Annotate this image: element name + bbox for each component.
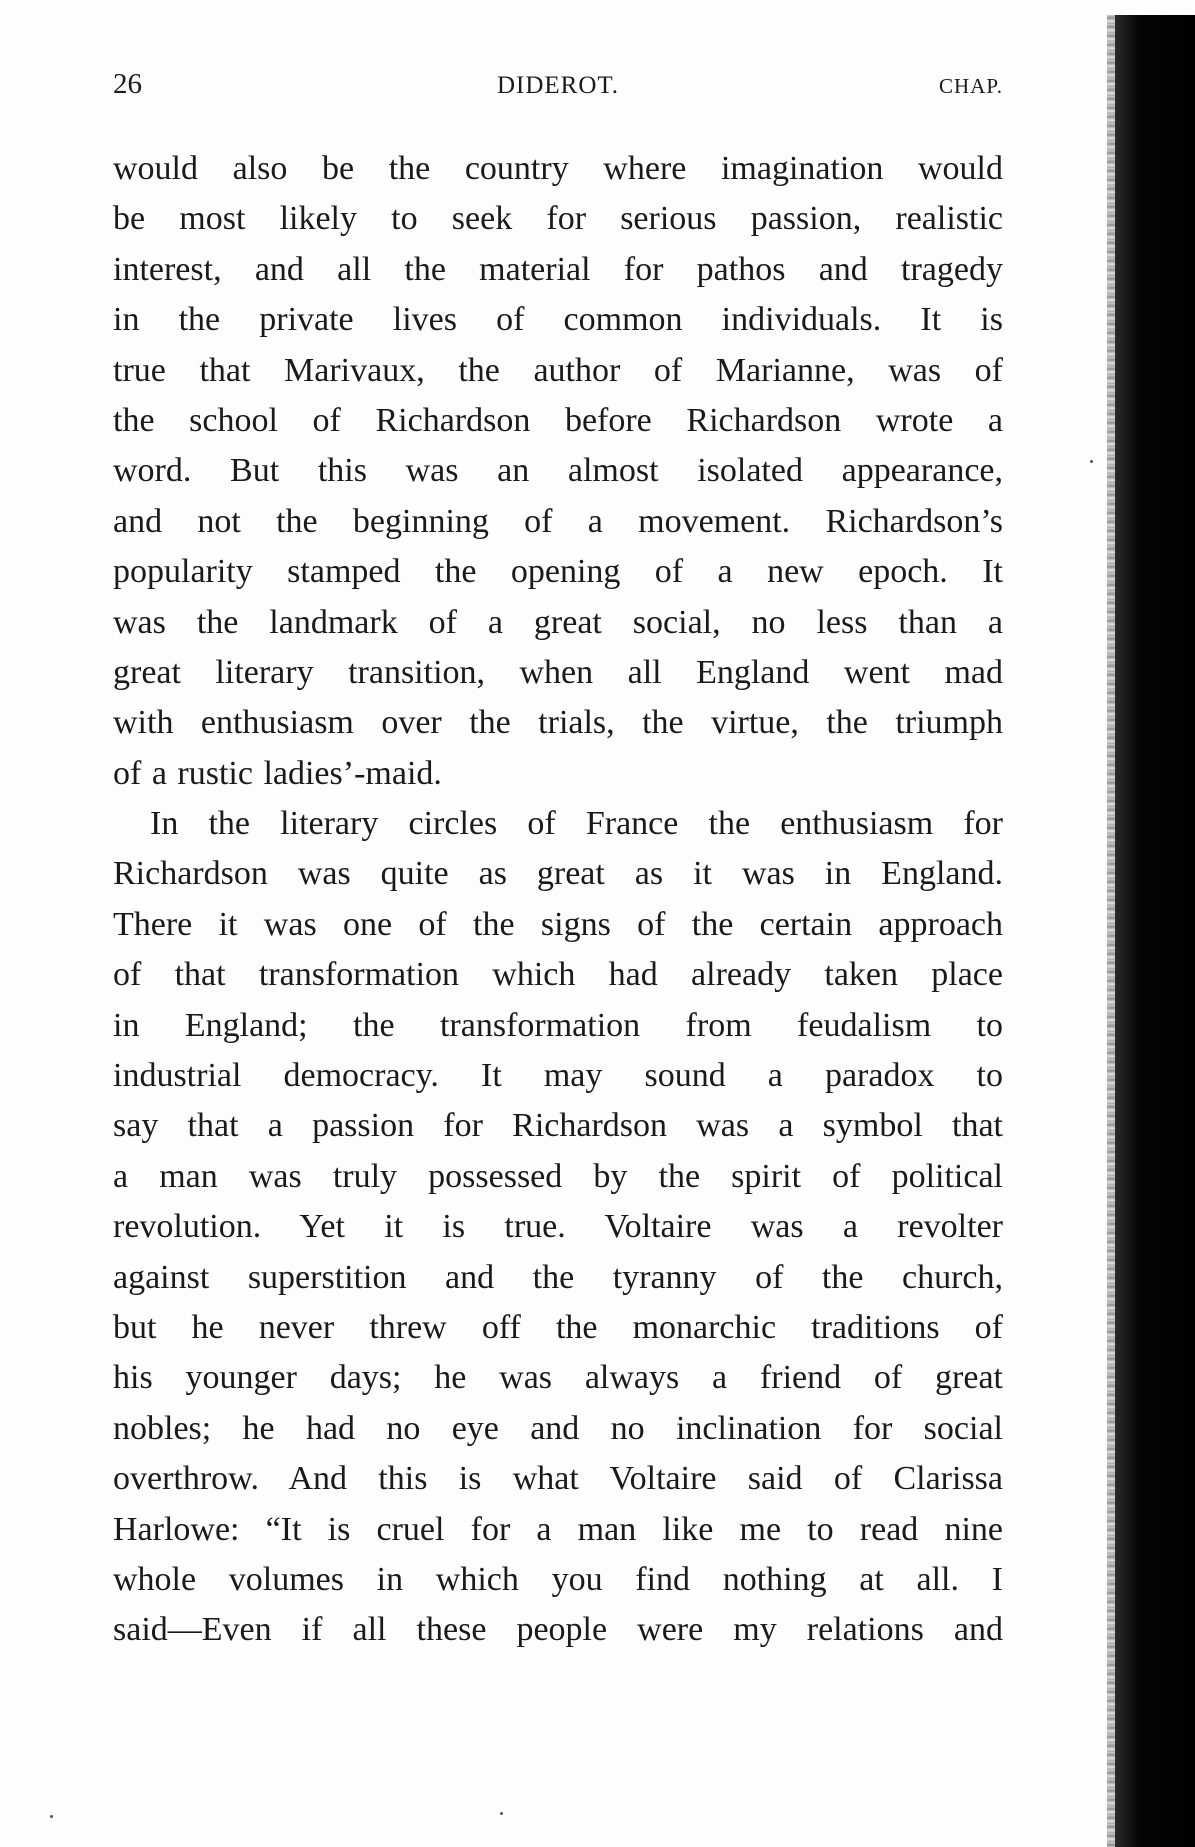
text-line: but he never threw off the monarchic traditions of (113, 1308, 1003, 1346)
text-line: his younger days; he was always a friend of great (113, 1359, 1003, 1397)
text-line: and not the beginning of a movement. Richardson’s (113, 502, 1003, 540)
running-head (113, 68, 1003, 108)
text-line: industrial democracy. It may sound a paradox to (113, 1057, 1003, 1095)
text-line: great literary transition, when all England went mad (113, 653, 1003, 691)
text-line: in the private lives of common individuals. It is (113, 301, 1003, 339)
text-line: with enthusiasm over the trials, the virtue, the triumph (113, 704, 1003, 742)
text-line: There it was one of the signs of the certain approach (113, 905, 1003, 943)
text-line: word. But this was an almost isolated appearance, (113, 452, 1003, 490)
text-line: against superstition and the tyranny of the church, (113, 1258, 1003, 1296)
text-line: said—Even if all these people were my relations and (113, 1611, 1003, 1649)
text-line: a man was truly possessed by the spirit of political (113, 1157, 1003, 1195)
text-line: in England; the transformation from feudalism to (113, 1006, 1003, 1044)
text-line: be most likely to seek for serious passion, realistic (113, 200, 1003, 238)
running-title: DIDEROT. (496, 72, 620, 99)
text-line: Harlowe: “It is cruel for a man like me to read nine (113, 1510, 1003, 1548)
text-line: say that a passion for Richardson was a symbol that (113, 1107, 1003, 1145)
scan-speck (50, 1815, 53, 1818)
paragraph-start-line: In the literary circles of France the enthusiasm for (150, 805, 1003, 843)
scan-speck (1090, 460, 1093, 463)
chapter-abbreviation: CHAP. (939, 74, 1003, 98)
text-line: would also be the country where imagination would (113, 150, 1003, 187)
text-line: was the landmark of a great social, no less than a (113, 603, 1003, 641)
text-line: Richardson was quite as great as it was in England. (113, 855, 1003, 893)
scan-speck (500, 1812, 503, 1815)
text-line: overthrow. And this is what Voltaire said of Clarissa (113, 1460, 1003, 1498)
page-number: 26 (113, 68, 142, 100)
scan-gutter-shadow (1115, 15, 1195, 1847)
text-line: nobles; he had no eye and no inclination for social (113, 1409, 1003, 1447)
paragraph-end-line: of a rustic ladies’-maid. (113, 754, 442, 792)
text-line: revolution. Yet it is true. Voltaire was a revolter (113, 1208, 1003, 1246)
text-line: interest, and all the material for pathos and tragedy (113, 250, 1003, 288)
text-line: the school of Richardson before Richardson wrote a (113, 401, 1003, 439)
text-line: of that transformation which had already taken place (113, 956, 1003, 994)
text-line: popularity stamped the opening of a new epoch. It (113, 553, 1003, 591)
body-text (113, 144, 1003, 1656)
text-line: true that Marivaux, the author of Marianne, was of (113, 351, 1003, 389)
text-line: whole volumes in which you find nothing at all. I (113, 1560, 1003, 1598)
